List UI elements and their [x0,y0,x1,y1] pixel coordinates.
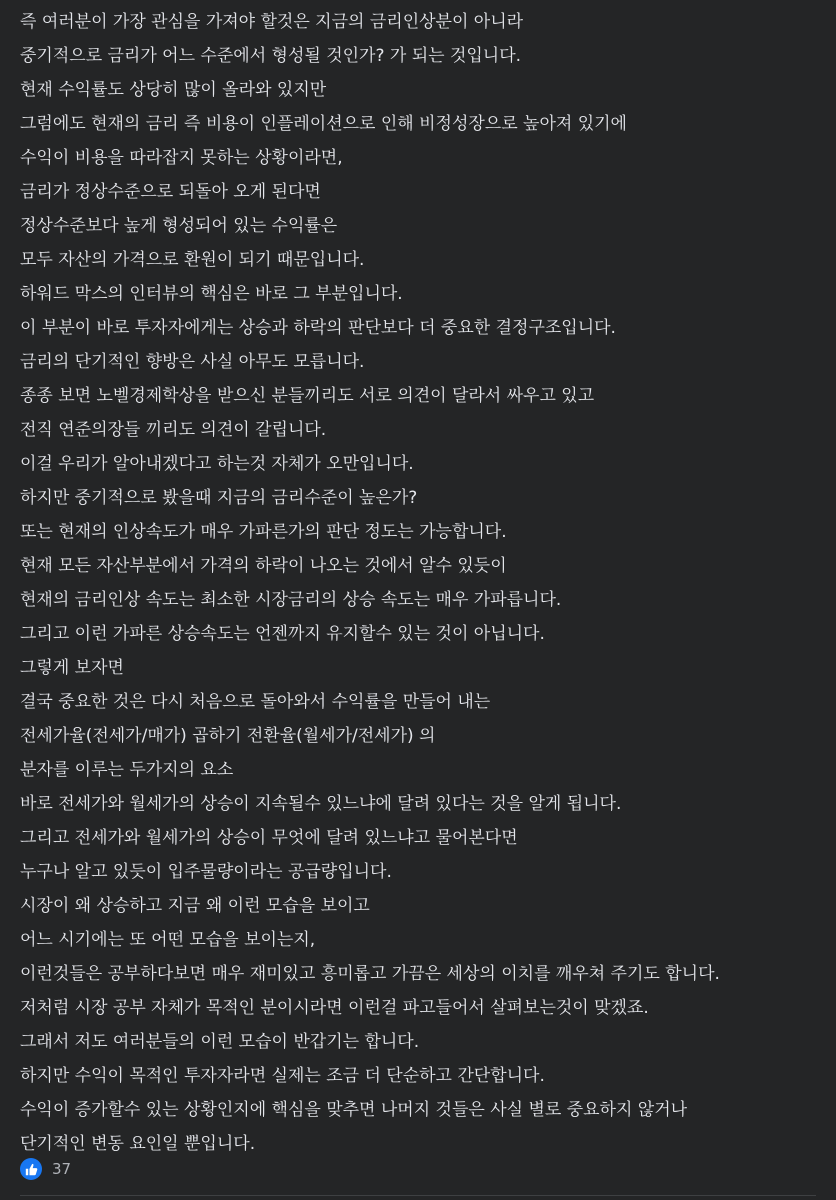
post-text-line: 또는 현재의 인상속도가 매우 가파른가의 판단 정도는 가능합니다. [20,522,507,542]
post-text-line: 분자를 이루는 두가지의 요소 [20,760,234,780]
reaction-bar[interactable] [20,1156,71,1182]
post-text-line: 즉 여러분이 가장 관심을 가져야 할것은 지금의 금리인상분이 아니라 [20,12,524,32]
post-text-line: 현재 모든 자산부분에서 가격의 하락이 나오는 것에서 알수 있듯이 [20,556,507,576]
post-text-line: 그리고 전세가와 월세가의 상승이 무엇에 달려 있느냐고 물어본다면 [20,828,518,848]
post-text-line: 그렇게 보자면 [20,658,124,678]
post-text-line: 전세가율(전세가/매가) 곱하기 전환율(월세가/전세가) 의 [20,726,436,746]
post-text-line: 모두 자산의 가격으로 환원이 되기 때문입니다. [20,250,365,270]
post-text-line: 바로 전세가와 월세가의 상승이 지속될수 있느냐에 달려 있다는 것을 알게 됩니다. [20,794,622,814]
post-text-line: 수익이 비용을 따라잡지 못하는 상황이라면, [20,148,343,168]
post-text-line: 금리의 단기적인 향방은 사실 아무도 모릅니다. [20,352,365,372]
reaction-count[interactable]: 37 [52,1160,72,1178]
post-text-line: 중기적으로 금리가 어느 수준에서 형성될 것인가? 가 되는 것입니다. [20,46,522,66]
post-text-line: 시장이 왜 상승하고 지금 왜 이런 모습을 보이고 [20,896,370,916]
post-text-line: 이런것들은 공부하다보면 매우 재미있고 흥미롭고 가끔은 세상의 이치를 깨우쳐 주기도 합니다. [20,964,720,984]
post-text-line: 하지만 중기적으로 봤을때 지금의 금리수준이 높은가? [20,488,418,508]
post-text-line: 저처럼 시장 공부 자체가 목적인 분이시라면 이런걸 파고들어서 살펴보는것이 맞겠죠. [20,998,649,1018]
thumbs-up-icon[interactable] [20,1158,42,1180]
post-text-line: 현재 수익률도 상당히 많이 올라와 있지만 [20,80,327,100]
post-text-line: 하지만 수익이 목적인 투자자라면 실제는 조금 더 단순하고 간단합니다. [20,1066,545,1086]
post-text-line: 어느 시기에는 또 어떤 모습을 보이는지, [20,930,316,950]
post-body [20,5,820,1161]
post-text-line: 수익이 증가할수 있는 상황인지에 핵심을 맞추면 나머지 것들은 사실 별로 중요하지 않거나 [20,1100,688,1120]
post-text-line: 전직 연준의장들 끼리도 의견이 갈립니다. [20,420,327,440]
post-text-line: 단기적인 변동 요인일 뿐입니다. [20,1134,256,1154]
divider [20,1195,816,1196]
post-text-line: 금리가 정상수준으로 되돌아 오게 된다면 [20,182,321,202]
post-text-line: 그리고 이런 가파른 상승속도는 언젠까지 유지할수 있는 것이 아닙니다. [20,624,545,644]
post-text-line: 이 부분이 바로 투자자에게는 상승과 하락의 판단보다 더 중요한 결정구조입니다. [20,318,616,338]
post-text-line: 종종 보면 노벨경제학상을 받으신 분들끼리도 서로 의견이 달라서 싸우고 있고 [20,386,595,406]
post-text-line: 그래서 저도 여러분들의 이런 모습이 반갑기는 합니다. [20,1032,420,1052]
post-text-line: 결국 중요한 것은 다시 처음으로 돌아와서 수익률을 만들어 내는 [20,692,491,712]
post-text-line: 누구나 알고 있듯이 입주물량이라는 공급량입니다. [20,862,392,882]
post-text-line: 현재의 금리인상 속도는 최소한 시장금리의 상승 속도는 매우 가파릅니다. [20,590,562,610]
post-text-line: 그럼에도 현재의 금리 즉 비용이 인플레이션으로 인해 비정성장으로 높아져 있기에 [20,114,627,134]
post-text-line: 정상수준보다 높게 형성되어 있는 수익률은 [20,216,338,236]
post-text-line: 하워드 막스의 인터뷰의 핵심은 바로 그 부분입니다. [20,284,403,304]
post-text-line: 이걸 우리가 알아내겠다고 하는것 자체가 오만입니다. [20,454,414,474]
